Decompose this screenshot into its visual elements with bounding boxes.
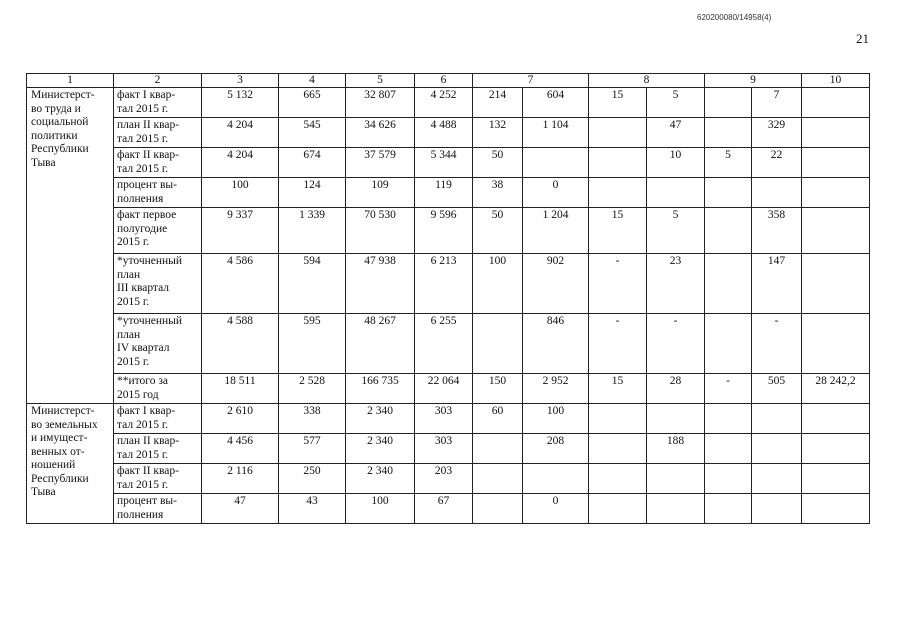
value-cell: 22 (752, 148, 802, 178)
value-cell: 2 340 (346, 434, 415, 464)
value-cell (752, 404, 802, 434)
value-cell (802, 404, 870, 434)
value-cell: 5 (647, 88, 705, 118)
value-cell: 5 344 (415, 148, 473, 178)
table-row (27, 374, 870, 404)
ministry-name: Министерст- во труда и социальной политики Республики Тыва (27, 88, 114, 404)
value-cell: 203 (415, 464, 473, 494)
value-cell: 147 (752, 254, 802, 314)
value-cell: 6 213 (415, 254, 473, 314)
value-cell (589, 464, 647, 494)
value-cell (589, 178, 647, 208)
value-cell: 18 511 (202, 374, 279, 404)
value-cell: 166 735 (346, 374, 415, 404)
value-cell (802, 434, 870, 464)
value-cell: 47 938 (346, 254, 415, 314)
value-cell: 6 255 (415, 314, 473, 374)
value-cell: 23 (647, 254, 705, 314)
value-cell: - (705, 374, 752, 404)
value-cell: - (752, 314, 802, 374)
value-cell: 4 586 (202, 254, 279, 314)
value-cell: 32 807 (346, 88, 415, 118)
column-header: 2 (114, 74, 202, 88)
column-header: 10 (802, 74, 870, 88)
value-cell (647, 404, 705, 434)
value-cell: 2 528 (279, 374, 346, 404)
column-header: 3 (202, 74, 279, 88)
value-cell (802, 178, 870, 208)
value-cell (705, 254, 752, 314)
value-cell: 338 (279, 404, 346, 434)
value-cell: 124 (279, 178, 346, 208)
value-cell: 47 (202, 494, 279, 524)
value-cell: 9 596 (415, 208, 473, 254)
value-cell: 50 (473, 148, 523, 178)
value-cell: 100 (346, 494, 415, 524)
column-header-row (27, 74, 870, 88)
value-cell: 15 (589, 208, 647, 254)
value-cell: 50 (473, 208, 523, 254)
value-cell: 28 242,2 (802, 374, 870, 404)
value-cell: 2 116 (202, 464, 279, 494)
value-cell: 100 (473, 254, 523, 314)
page-number: 21 (856, 31, 869, 46)
value-cell: 7 (752, 88, 802, 118)
value-cell (473, 434, 523, 464)
value-cell: 9 337 (202, 208, 279, 254)
value-cell (752, 178, 802, 208)
value-cell: 4 252 (415, 88, 473, 118)
value-cell (523, 148, 589, 178)
value-cell (802, 148, 870, 178)
value-cell (802, 254, 870, 314)
table-row (27, 208, 870, 254)
value-cell: 5 (647, 208, 705, 254)
report-table (26, 73, 870, 524)
value-cell: 15 (589, 88, 647, 118)
document-id: 620200080/14958(4) (697, 13, 772, 22)
value-cell: 208 (523, 434, 589, 464)
value-cell (523, 464, 589, 494)
value-cell: 15 (589, 374, 647, 404)
value-cell (473, 494, 523, 524)
column-header: 5 (346, 74, 415, 88)
value-cell: 665 (279, 88, 346, 118)
value-cell (589, 494, 647, 524)
period-label: процент вы- полнения (114, 178, 202, 208)
value-cell: 22 064 (415, 374, 473, 404)
ministry-name: Министерст- во земельных и имущест- венных от- ношений Республики Тыва (27, 404, 114, 524)
value-cell (752, 464, 802, 494)
value-cell (705, 464, 752, 494)
value-cell: 577 (279, 434, 346, 464)
value-cell (802, 208, 870, 254)
value-cell: 0 (523, 494, 589, 524)
value-cell: 34 626 (346, 118, 415, 148)
value-cell: 100 (523, 404, 589, 434)
value-cell: 2 340 (346, 464, 415, 494)
value-cell (802, 88, 870, 118)
value-cell: 4 204 (202, 148, 279, 178)
value-cell (705, 118, 752, 148)
table-row (27, 404, 870, 434)
period-label: факт I квар- тал 2015 г. (114, 88, 202, 118)
value-cell (473, 314, 523, 374)
value-cell: 67 (415, 494, 473, 524)
value-cell (752, 494, 802, 524)
value-cell: 846 (523, 314, 589, 374)
value-cell: 70 530 (346, 208, 415, 254)
value-cell: 674 (279, 148, 346, 178)
value-cell (647, 178, 705, 208)
value-cell: 43 (279, 494, 346, 524)
table-row (27, 434, 870, 464)
value-cell: 1 104 (523, 118, 589, 148)
value-cell: 303 (415, 434, 473, 464)
value-cell (589, 148, 647, 178)
value-cell (647, 464, 705, 494)
value-cell: 119 (415, 178, 473, 208)
column-header: 8 (589, 74, 705, 88)
period-label: *уточненный план III квартал 2015 г. (114, 254, 202, 314)
value-cell: 4 204 (202, 118, 279, 148)
value-cell (589, 434, 647, 464)
period-label: **итого за 2015 год (114, 374, 202, 404)
value-cell: 4 456 (202, 434, 279, 464)
value-cell: - (647, 314, 705, 374)
value-cell: 48 267 (346, 314, 415, 374)
column-header: 1 (27, 74, 114, 88)
value-cell: 1 339 (279, 208, 346, 254)
value-cell: 150 (473, 374, 523, 404)
value-cell: 60 (473, 404, 523, 434)
value-cell: 2 610 (202, 404, 279, 434)
table-row (27, 464, 870, 494)
value-cell: 902 (523, 254, 589, 314)
column-header: 9 (705, 74, 802, 88)
period-label: факт I квар- тал 2015 г. (114, 404, 202, 434)
table-row (27, 118, 870, 148)
period-label: факт II квар- тал 2015 г. (114, 148, 202, 178)
value-cell (705, 314, 752, 374)
period-label: план II квар- тал 2015 г. (114, 118, 202, 148)
value-cell (705, 88, 752, 118)
table-row (27, 254, 870, 314)
value-cell: 47 (647, 118, 705, 148)
value-cell: 1 204 (523, 208, 589, 254)
period-label: факт II квар- тал 2015 г. (114, 464, 202, 494)
value-cell: 188 (647, 434, 705, 464)
value-cell: 250 (279, 464, 346, 494)
value-cell: 28 (647, 374, 705, 404)
value-cell: 0 (523, 178, 589, 208)
value-cell: 303 (415, 404, 473, 434)
value-cell: - (589, 314, 647, 374)
value-cell: 214 (473, 88, 523, 118)
value-cell (752, 434, 802, 464)
value-cell: 100 (202, 178, 279, 208)
value-cell (705, 178, 752, 208)
value-cell (802, 464, 870, 494)
value-cell: 109 (346, 178, 415, 208)
value-cell: 132 (473, 118, 523, 148)
value-cell (802, 314, 870, 374)
column-header: 4 (279, 74, 346, 88)
value-cell: 4 588 (202, 314, 279, 374)
value-cell: 604 (523, 88, 589, 118)
value-cell: 2 340 (346, 404, 415, 434)
table-row (27, 88, 870, 118)
column-header: 7 (473, 74, 589, 88)
value-cell: 4 488 (415, 118, 473, 148)
column-header: 6 (415, 74, 473, 88)
table-row (27, 178, 870, 208)
value-cell (647, 494, 705, 524)
value-cell: 594 (279, 254, 346, 314)
value-cell (589, 404, 647, 434)
period-label: *уточненный план IV квартал 2015 г. (114, 314, 202, 374)
value-cell: 38 (473, 178, 523, 208)
value-cell (802, 118, 870, 148)
period-label: факт первое полугодие 2015 г. (114, 208, 202, 254)
value-cell: 329 (752, 118, 802, 148)
value-cell (589, 118, 647, 148)
value-cell: 10 (647, 148, 705, 178)
value-cell (705, 208, 752, 254)
value-cell (705, 494, 752, 524)
value-cell: - (589, 254, 647, 314)
period-label: план II квар- тал 2015 г. (114, 434, 202, 464)
value-cell: 5 (705, 148, 752, 178)
table-row (27, 148, 870, 178)
value-cell (705, 434, 752, 464)
value-cell: 37 579 (346, 148, 415, 178)
value-cell: 545 (279, 118, 346, 148)
value-cell (802, 494, 870, 524)
period-label: процент вы- полнения (114, 494, 202, 524)
value-cell: 358 (752, 208, 802, 254)
value-cell: 2 952 (523, 374, 589, 404)
value-cell: 505 (752, 374, 802, 404)
value-cell (473, 464, 523, 494)
value-cell: 5 132 (202, 88, 279, 118)
value-cell (705, 404, 752, 434)
table-row (27, 494, 870, 524)
table-row (27, 314, 870, 374)
value-cell: 595 (279, 314, 346, 374)
